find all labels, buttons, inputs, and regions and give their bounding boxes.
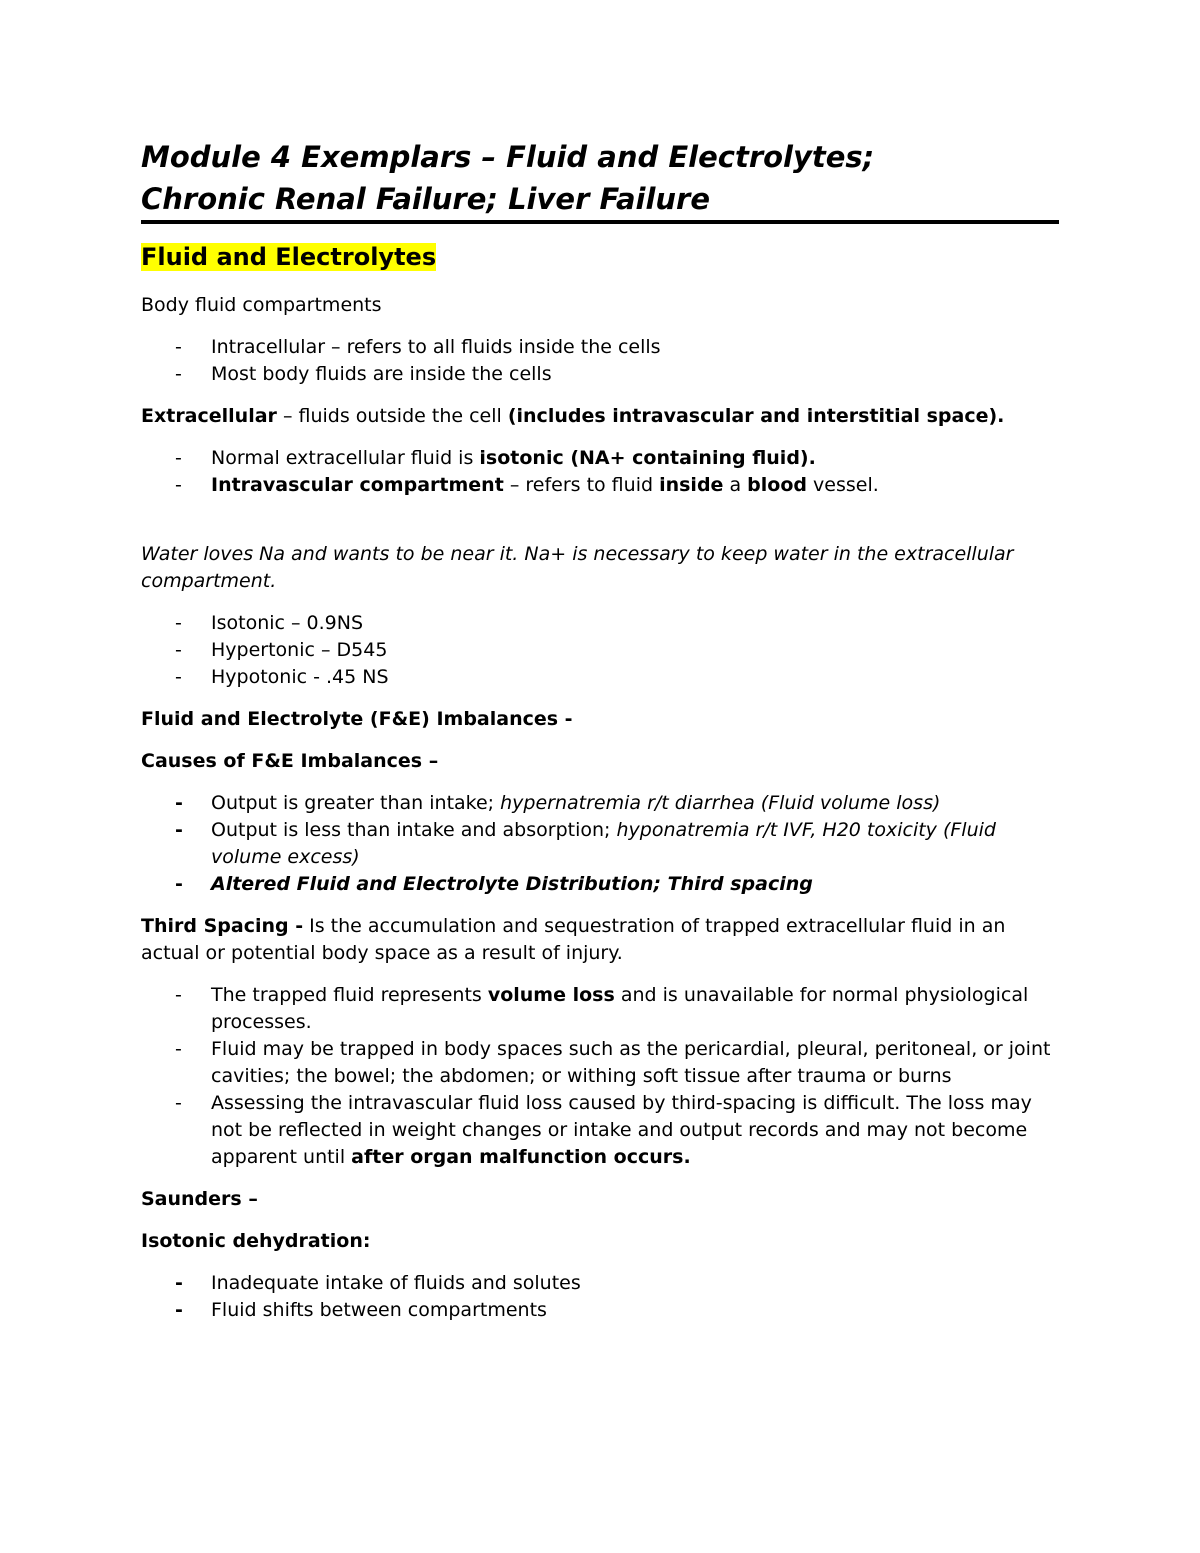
list-item: - Hypertonic – D545 xyxy=(175,639,388,661)
list-item: - Fluid shifts between compartments xyxy=(175,1299,547,1321)
list-item: - Most body fluids are inside the cells xyxy=(175,363,552,385)
list-item: - Inadequate intake of fluids and solutes xyxy=(175,1272,581,1294)
highlighted-heading: Fluid and Electrolytes xyxy=(141,243,437,271)
list-item: - Assessing the intravascular fluid loss caused by third-spacing is difficult. The loss may not be reflected in weight changes or intake and output records and may not become apparent until after organ malfunction occurs. xyxy=(175,1092,1032,1168)
third-spacing-list xyxy=(141,982,1059,1171)
title-line-1: Module 4 Exemplars – Fluid and Electrolytes; xyxy=(141,140,875,174)
list-item: - Intracellular – refers to all fluids inside the cells xyxy=(175,336,661,358)
causes-heading: Causes of F&E Imbalances – xyxy=(141,750,439,772)
body-fluid-list xyxy=(141,334,1059,388)
extracellular-list xyxy=(141,445,1059,499)
water-note: Water loves Na and wants to be near it. Na+ is necessary to keep water in the extracellular compartment. xyxy=(141,543,1014,592)
body-fluid-label: Body fluid compartments xyxy=(141,294,382,316)
isotonic-dehydration-list xyxy=(141,1270,1059,1324)
list-item: - Intravascular compartment – refers to fluid inside a blood vessel. xyxy=(175,474,879,496)
list-item: - Normal extracellular fluid is isotonic (NA+ containing fluid). xyxy=(175,447,816,469)
causes-list xyxy=(141,790,1059,898)
list-item: - Output is greater than intake; hypernatremia r/t diarrhea (Fluid volume loss) xyxy=(175,792,941,814)
isotonic-dehydration-heading: Isotonic dehydration: xyxy=(141,1230,371,1252)
extracellular-paragraph: Extracellular – fluids outside the cell (includes intravascular and interstitial space). xyxy=(141,405,1005,427)
extracellular-term: Extracellular xyxy=(141,405,277,427)
imbalances-heading: Fluid and Electrolyte (F&E) Imbalances - xyxy=(141,708,573,730)
list-item: - The trapped fluid represents volume loss and is unavailable for normal physiological processes. xyxy=(175,984,1029,1033)
list-item: - Altered Fluid and Electrolyte Distribution; Third spacing xyxy=(175,873,813,895)
document-title xyxy=(141,136,1059,224)
third-spacing-term: Third Spacing - xyxy=(141,915,304,937)
list-item: - Isotonic – 0.9NS xyxy=(175,612,364,634)
list-item: - Fluid may be trapped in body spaces such as the pericardial, pleural, peritoneal, or joint cavities; the bowel; the abdomen; or withing soft tissue after trauma or burns xyxy=(175,1038,1051,1087)
tonicity-list xyxy=(141,610,1059,691)
third-spacing-paragraph: Third Spacing - Is the accumulation and sequestration of trapped extracellular fluid in an actual or potential body space as a result of injury. xyxy=(141,915,1006,964)
list-item: - Output is less than intake and absorption; hyponatremia r/t IVF, H20 toxicity (Fluid volume excess) xyxy=(175,819,996,868)
section-heading xyxy=(141,242,1059,272)
saunders-heading: Saunders – xyxy=(141,1188,258,1210)
document-page xyxy=(141,136,1059,1324)
title-line-2: Chronic Renal Failure; Liver Failure xyxy=(141,182,711,216)
list-item: - Hypotonic - .45 NS xyxy=(175,666,389,688)
